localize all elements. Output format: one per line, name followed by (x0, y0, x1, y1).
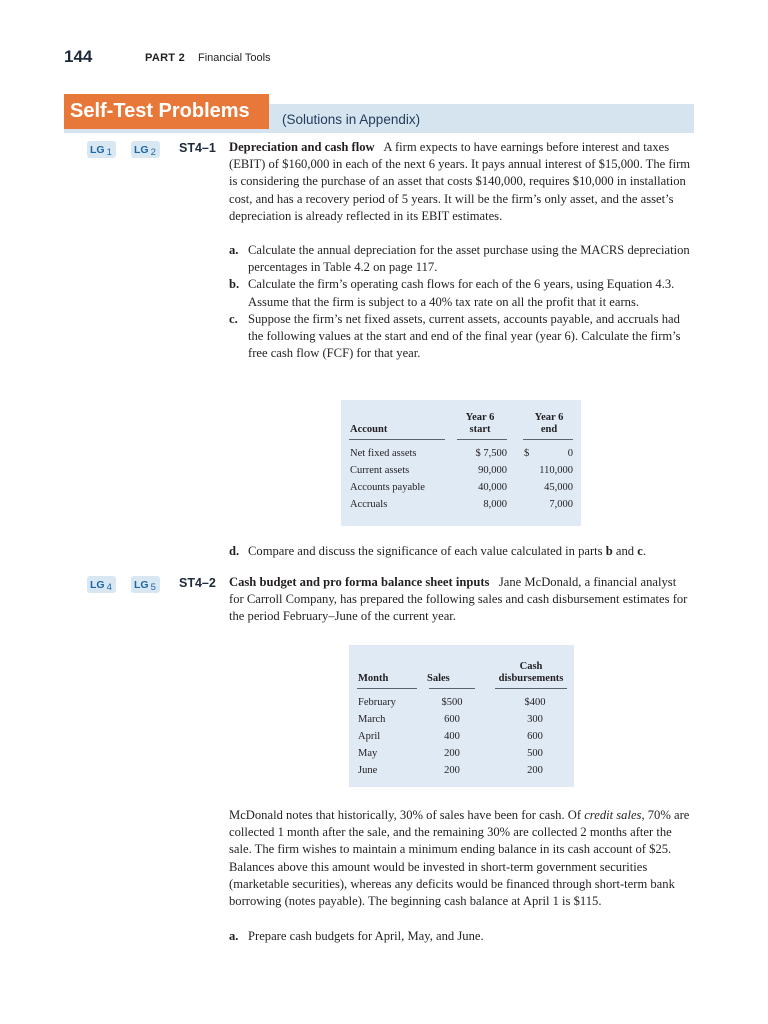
header-rule (349, 439, 445, 440)
table-cell-month: June (358, 765, 378, 776)
table-cell-end-symbol: $ (524, 448, 530, 459)
problem-label: ST4–2 (179, 576, 216, 590)
table-cell-account: Accruals (350, 499, 388, 510)
item-text: Calculate the annual depreciation for the asset purchase using the MACRS depreciation percentages in Table 4.2 on page 117. (248, 243, 690, 275)
learning-goal-badge (131, 576, 160, 593)
account-table-body (349, 445, 575, 515)
problem-paragraph (229, 807, 694, 910)
item-letter: a. (229, 243, 239, 257)
problem-intro-text: Jane McDonald, a financial analyst for Carroll Company, has prepared the following sales and cash disbursement estimates for the period February–June of the current year. (229, 575, 688, 624)
learning-goal-badge (87, 576, 116, 593)
learning-goal-badge (87, 141, 116, 158)
table-cell-end: 110,000 (539, 465, 573, 476)
table-cell-end: 7,000 (549, 499, 573, 510)
part-title: Financial Tools (198, 52, 271, 64)
learning-goal-label: LG (90, 143, 105, 156)
problem-intro (229, 574, 694, 626)
table-cell-sales: 400 (444, 731, 460, 742)
table-cell-start: 8,000 (483, 499, 507, 510)
table-cell-end: 0 (567, 448, 573, 459)
section-subtitle: (Solutions in Appendix) (282, 112, 421, 127)
item-letter: d. (229, 544, 240, 558)
item-text-part: and (612, 544, 638, 558)
paragraph-text: 70% are collected 1 month after the sale, and the remaining 30% are collected 2 months after the sale. The firm wishes to maintain a minimum ending balance in its cash account of $25. Balances above this amount would be invested in short-term government securities (marketable securities), whereas any deficits would be financed through short-term bank borrowing (notes payable). The beginning cash balance at April 1 is $115. (229, 808, 690, 909)
problem-items (229, 242, 694, 362)
table-cell-start: 90,000 (478, 465, 507, 476)
column-header-account: Account (350, 424, 388, 435)
part-label: PART 2 (145, 52, 186, 64)
table-cell-account: Current assets (350, 465, 410, 476)
paragraph-text: McDonald notes that historically, 30% of sales have been for cash. Of (229, 808, 585, 822)
problem-intro-text: A firm expects to have earnings before interest and taxes (EBIT) of $160,000 in each of the next 6 years. It pays annual interest of $15,000. The firm is considering the purchase of an asset that costs $140,000, requires $10,000 in installation cost, and has a recovery period of 5 years. It will be the firm’s only asset, and the asset’s depreciation is already reflected in its EBIT estimates. (229, 140, 691, 223)
section-title: Self-Test Problems (64, 94, 269, 129)
table-cell-sales: 200 (444, 748, 460, 759)
table-cell-sales: 600 (444, 714, 460, 725)
column-header-sales: Sales (427, 673, 450, 684)
column-header-cash (491, 661, 571, 685)
column-header-start-line2: start (469, 424, 491, 435)
item-letter: a. (229, 929, 239, 943)
table-cell-month: April (358, 731, 381, 742)
column-header-end (523, 412, 575, 436)
sales-table-body (357, 694, 569, 782)
header-rule (457, 439, 507, 440)
item-text: Suppose the firm’s net fixed assets, current assets, accounts payable, and accruals had the following values at the start and end of the final year (year 6). Calculate the firm’s free cash flow (FCF) for that year. (248, 311, 681, 361)
item-letter: c. (229, 311, 238, 326)
learning-goal-number: 5 (150, 582, 156, 593)
account-table (341, 400, 581, 526)
table-cell-sales: $500 (441, 697, 463, 708)
column-header-start-line1: Year 6 (465, 412, 495, 423)
column-header-start (454, 412, 506, 436)
item-text: Calculate the firm’s operating cash flows for each of the 6 years, using Equation 4.3. Assume that the firm is subject to a 40% tax rate on all the profit that it earns. (248, 277, 675, 309)
learning-goal-label: LG (134, 143, 149, 156)
table-cell-account: Accounts payable (350, 482, 425, 493)
learning-goal-number: 2 (150, 147, 156, 158)
problem-item (229, 276, 694, 310)
problem-item (229, 543, 694, 560)
problem-intro (229, 139, 694, 225)
problem-item-a (229, 928, 694, 945)
problem-run-head: Cash budget and pro forma balance sheet inputs (229, 575, 490, 589)
column-header-cash-line1: Cash (519, 661, 543, 672)
paragraph-emphasis: credit sales, (584, 808, 645, 822)
problem-item (229, 928, 694, 945)
header-rule (495, 688, 567, 689)
problem-run-head: Depreciation and cash flow (229, 140, 375, 154)
item-text (248, 543, 694, 560)
item-text-part: Compare and discuss the significance of each value calculated in parts (248, 544, 606, 558)
table-cell-month: May (358, 748, 378, 759)
table-cell-cash: 500 (527, 748, 543, 759)
table-cell-start: 40,000 (478, 482, 507, 493)
learning-goal-number: 1 (106, 147, 112, 158)
column-header-end-line1: Year 6 (534, 412, 564, 423)
column-header-cash-line2: disbursements (498, 673, 564, 684)
problem-label: ST4–1 (179, 141, 216, 155)
table-cell-sales: 200 (444, 765, 460, 776)
table-cell-cash: 300 (527, 714, 543, 725)
item-text: Prepare cash budgets for April, May, and June. (248, 929, 484, 943)
table-cell-cash: 200 (527, 765, 543, 776)
table-cell-month: March (358, 714, 386, 725)
problem-item-d (229, 543, 694, 560)
problem-item (229, 242, 694, 276)
table-cell-cash: $400 (524, 697, 546, 708)
sales-table (349, 645, 574, 787)
column-header-month: Month (358, 673, 389, 684)
learning-goal-label: LG (90, 578, 105, 591)
item-letter: b. (229, 277, 240, 292)
item-text-part-b: b (605, 544, 613, 558)
header-rule (357, 688, 417, 689)
page-number: 144 (64, 47, 93, 66)
table-cell-cash: 600 (527, 731, 543, 742)
header-rule (523, 439, 573, 440)
table-cell-end: 45,000 (544, 482, 573, 493)
header-rule (429, 688, 475, 689)
table-cell-month: February (358, 697, 396, 708)
learning-goal-number: 4 (106, 582, 112, 593)
learning-goal-badge (131, 141, 160, 158)
column-header-end-line2: end (540, 424, 558, 435)
learning-goal-label: LG (134, 578, 149, 591)
table-cell-account: Net fixed assets (350, 448, 417, 459)
table-cell-start: $ 7,500 (475, 448, 507, 459)
problem-item (229, 311, 694, 363)
item-text-part-c: c (637, 544, 643, 558)
item-text-part: . (642, 544, 646, 558)
